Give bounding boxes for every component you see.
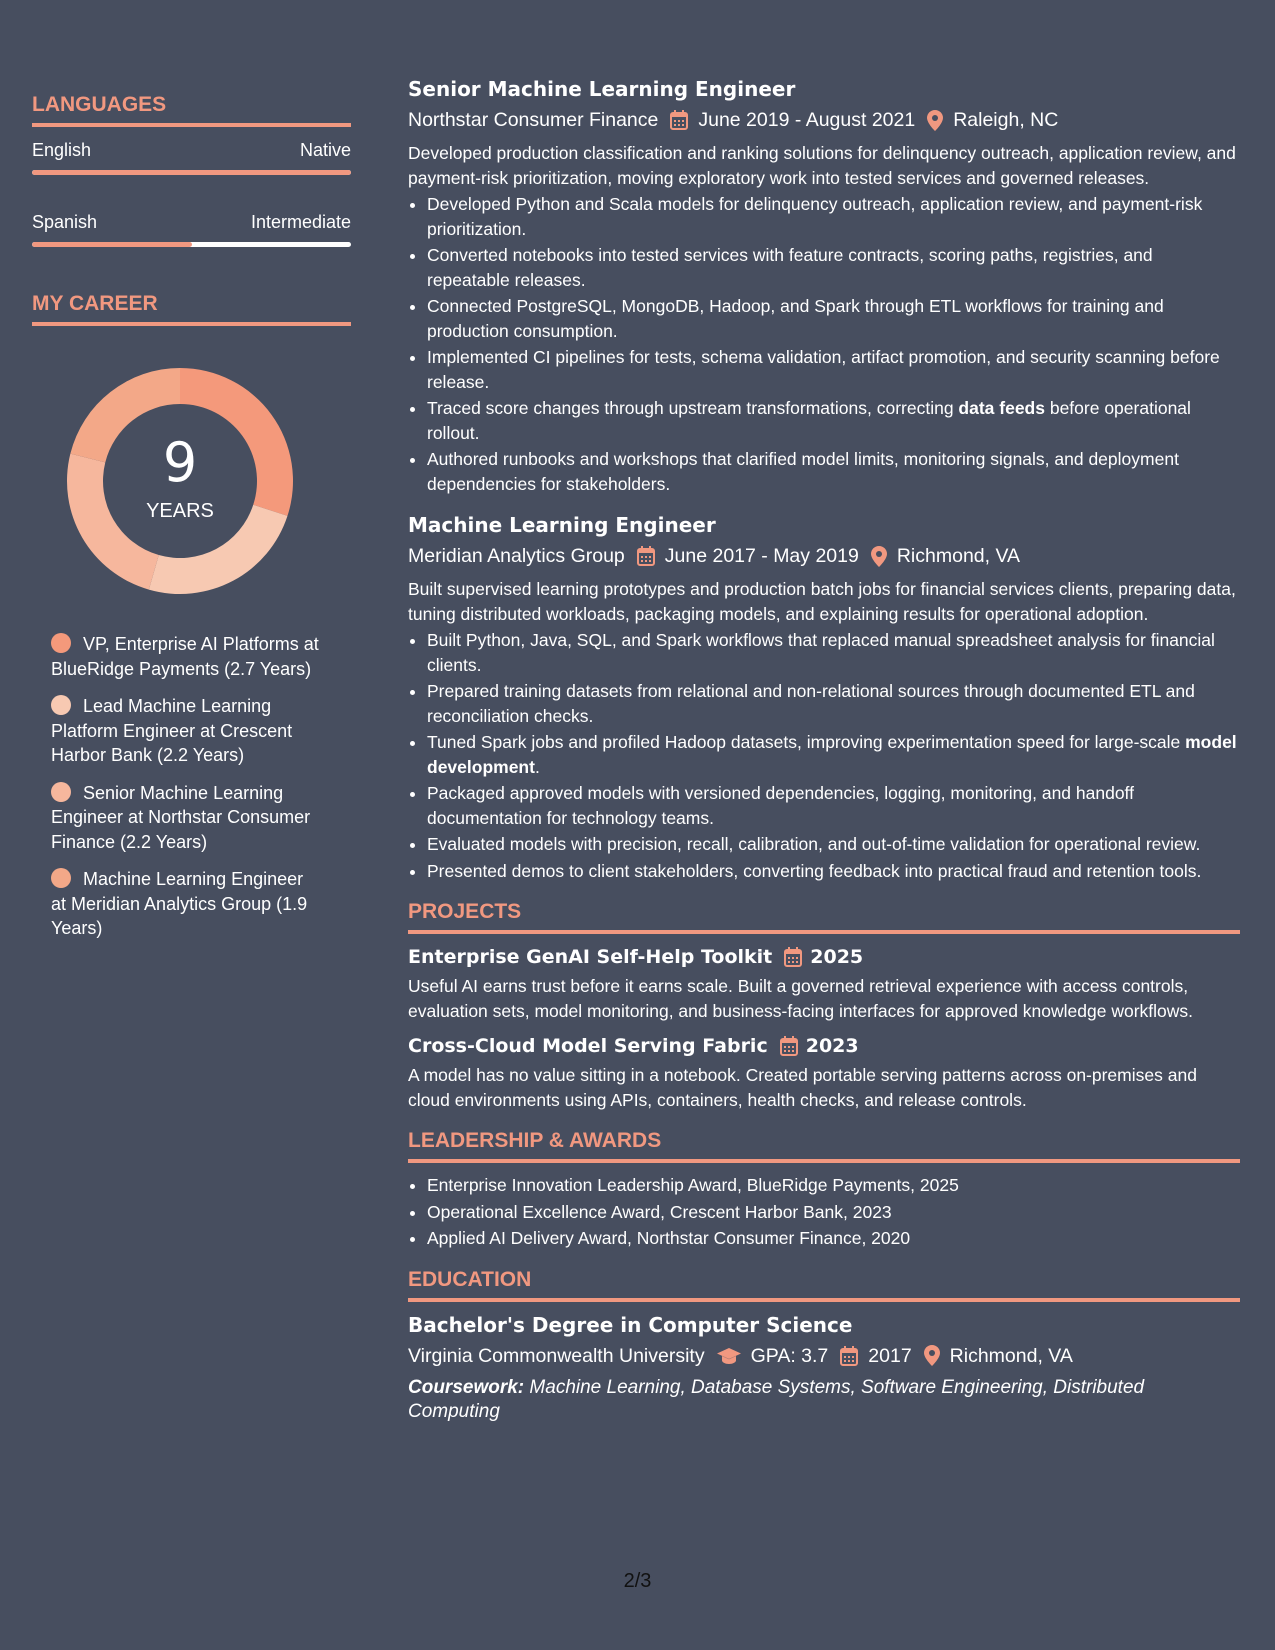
- award-item: • Applied AI Delivery Award, Northstar Consumer Finance, 2020: [427, 1226, 1240, 1251]
- language-item: [32, 139, 351, 175]
- bullet-item: • Prepared training datasets from relational and non-relational sources through documented ETL and reconciliation checks.: [427, 679, 1240, 728]
- career-heading: MY CAREER: [32, 291, 351, 326]
- calendar-icon: [784, 947, 802, 967]
- sidebar: [32, 92, 351, 954]
- experience-entry: [408, 76, 1240, 496]
- award-item: • Operational Excellence Award, Crescent Harbor Bank, 2023: [427, 1200, 1240, 1225]
- legend-dot: [51, 633, 71, 653]
- experience-entry: [408, 512, 1240, 883]
- bullet-item: • Connected PostgreSQL, MongoDB, Hadoop, and Spark through ETL workflows for training and production consumption.: [427, 294, 1240, 343]
- coursework-list: Machine Learning, Database Systems, Software Engineering, Distributed Computing: [408, 1376, 1145, 1422]
- career-text: Senior Machine Learning Engineer at Northstar Consumer Finance (2.2 Years): [51, 782, 311, 852]
- job-summary: Developed production classification and ranking solutions for delinquency outreach, application review, and payment-risk prioritization, moving exploratory work into tested services and governed releases.: [408, 143, 1236, 188]
- calendar-icon: [840, 1346, 858, 1366]
- coursework: [408, 1376, 1240, 1424]
- degree-title: Bachelor's Degree in Computer Science: [408, 1312, 853, 1337]
- bullet-text: before operational rollout.: [427, 398, 1191, 443]
- legend-dot: [51, 782, 71, 802]
- project-description: Useful AI earns trust before it earns scale. Built a governed retrieval experience with access controls, evaluation sets, model monitoring, and business-facing interfaces for approved knowledge workflows.: [408, 976, 1194, 1021]
- job-meta: [408, 106, 1240, 134]
- graduation-year: 2017: [868, 1344, 912, 1367]
- total-years: 9: [162, 431, 198, 494]
- bullet-item: • Built Python, Java, SQL, and Spark workflows that replaced manual spreadsheet analysis for financial clients.: [427, 628, 1240, 677]
- bullet-emphasis: data feeds: [958, 398, 1045, 418]
- career-legend: [32, 632, 322, 941]
- bullet-item: • Packaged approved models with versioned dependencies, logging, monitoring, and handoff documentation for technology teams.: [427, 781, 1240, 830]
- career-text: Machine Learning Engineer at Meridian Analytics Group (1.9 Years): [51, 869, 308, 938]
- education-meta: [408, 1342, 1240, 1370]
- company-name: Northstar Consumer Finance: [408, 109, 659, 131]
- language-name: Spanish: [32, 212, 98, 232]
- bullet-text: .: [534, 756, 540, 777]
- project-header: [408, 944, 1240, 970]
- calendar-icon: [637, 546, 655, 566]
- bullet-item: • Evaluated models with precision, recall, calibration, and out-of-time validation for operational review.: [427, 832, 1240, 857]
- legend-dot: [51, 868, 71, 888]
- career-legend-item: [51, 632, 322, 681]
- job-dates: June 2019 - August 2021: [698, 109, 916, 131]
- education-location: Richmond, VA: [949, 1344, 1073, 1367]
- page-number: 2/3: [623, 1570, 652, 1592]
- project-name: Enterprise GenAI Self-Help Toolkit: [408, 946, 773, 968]
- language-level: Intermediate: [250, 212, 351, 232]
- language-level: Native: [299, 140, 351, 160]
- job-title: Senior Machine Learning Engineer: [408, 77, 796, 101]
- bullet-item: [427, 730, 1240, 779]
- career-donut-chart: [65, 366, 295, 596]
- coursework-label: Coursework:: [408, 1376, 525, 1398]
- project-year: 2023: [805, 1035, 859, 1057]
- career-text: VP, Enterprise AI Platforms at BlueRidge Payments (2.7 Years): [51, 634, 319, 679]
- gpa: GPA: 3.7: [750, 1344, 829, 1367]
- language-proficiency-bar: [32, 242, 351, 247]
- map-pin-icon: [924, 1345, 940, 1366]
- bullet-emphasis: model development: [427, 732, 1237, 777]
- school-name: Virginia Commonwealth University: [408, 1344, 705, 1367]
- calendar-icon: [670, 110, 688, 130]
- language-item: [32, 211, 351, 247]
- job-location: Richmond, VA: [896, 545, 1021, 567]
- career-legend-item: [51, 867, 322, 941]
- job-bullets: [427, 192, 1240, 496]
- project-year: 2025: [810, 946, 864, 968]
- legend-dot: [51, 695, 71, 715]
- languages-heading: LANGUAGES: [32, 92, 351, 127]
- map-pin-icon: [871, 546, 887, 567]
- company-name: Meridian Analytics Group: [408, 545, 625, 567]
- job-meta: [408, 542, 1240, 570]
- career-legend-item: [51, 694, 322, 768]
- graduation-cap-icon: [717, 1347, 741, 1365]
- project-entry: [408, 944, 1240, 1023]
- main-content: [408, 76, 1240, 1424]
- education-heading: EDUCATION: [408, 1267, 1240, 1302]
- bullet-text: Tuned Spark jobs and profiled Hadoop datasets, improving experimentation speed for large-scale: [427, 732, 1186, 752]
- bullet-item: • Presented demos to client stakeholders, converting feedback into practical fraud and retention tools.: [427, 859, 1240, 884]
- awards-list: [427, 1173, 1240, 1251]
- leadership-heading: LEADERSHIP & AWARDS: [408, 1128, 1240, 1163]
- job-summary: Built supervised learning prototypes and production batch jobs for financial services clients, preparing data, tuning distributed workloads, packaging models, and explaining results for operational adoption.: [408, 579, 1236, 624]
- award-item: • Enterprise Innovation Leadership Award, BlueRidge Payments, 2025: [427, 1173, 1240, 1198]
- bullet-item: • Converted notebooks into tested services with feature contracts, scoring paths, registries, and repeatable releases.: [427, 243, 1240, 292]
- job-dates: June 2017 - May 2019: [664, 545, 859, 567]
- job-title: Machine Learning Engineer: [408, 513, 716, 537]
- project-header: [408, 1033, 1240, 1059]
- map-pin-icon: [927, 110, 943, 131]
- language-proficiency-fill: [32, 242, 192, 247]
- bullet-text: Traced score changes through upstream transformations, correcting: [427, 398, 959, 418]
- language-proficiency-bar: [32, 170, 351, 175]
- bullet-item: • Developed Python and Scala models for delinquency outreach, application review, and payment-risk prioritization.: [427, 192, 1240, 241]
- years-label: YEARS: [146, 500, 214, 522]
- project-entry: [408, 1033, 1240, 1112]
- job-bullets: [427, 628, 1240, 883]
- language-name: English: [32, 140, 92, 160]
- career-text: Lead Machine Learning Platform Engineer at Crescent Harbor Bank (2.2 Years): [51, 696, 293, 765]
- calendar-icon: [780, 1036, 798, 1056]
- project-name: Cross-Cloud Model Serving Fabric: [408, 1035, 768, 1057]
- job-location: Raleigh, NC: [953, 109, 1059, 131]
- bullet-item: [427, 396, 1240, 445]
- bullet-item: • Implemented CI pipelines for tests, schema validation, artifact promotion, and security scanning before release.: [427, 345, 1240, 394]
- projects-heading: PROJECTS: [408, 899, 1240, 934]
- career-legend-item: [51, 781, 322, 855]
- language-proficiency-fill: [32, 170, 351, 175]
- project-description: A model has no value sitting in a notebook. Created portable serving patterns across on-premises and cloud environments using APIs, containers, health checks, and release controls.: [408, 1065, 1197, 1110]
- bullet-item: • Authored runbooks and workshops that clarified model limits, monitoring signals, and deployment dependencies for stakeholders.: [427, 447, 1240, 496]
